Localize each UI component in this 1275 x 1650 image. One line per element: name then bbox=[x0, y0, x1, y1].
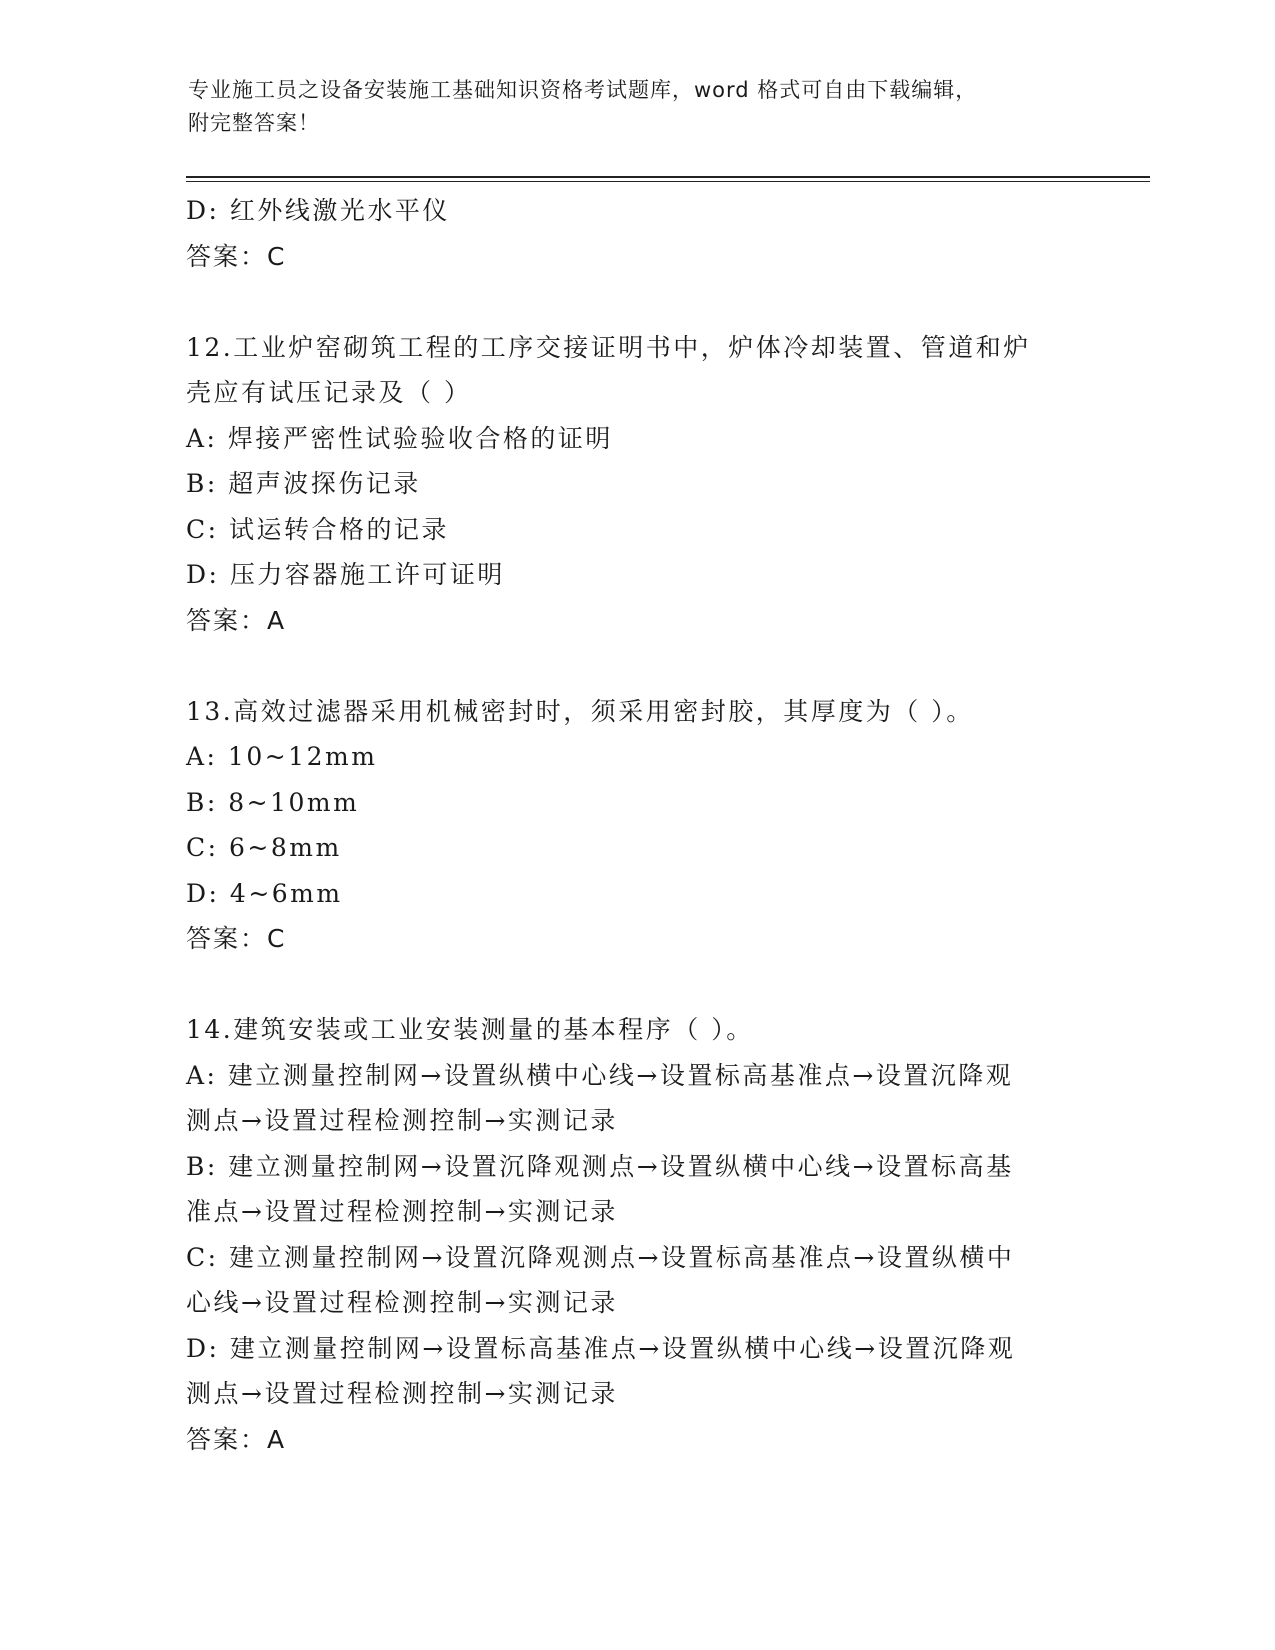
q12-answer: 答案：A bbox=[186, 605, 287, 635]
document-body bbox=[186, 188, 1086, 1462]
q14-option-a-line-1: A: 建立测量控制网→设置纵横中心线→设置标高基准点→设置沉降观 bbox=[186, 1060, 1014, 1090]
q14-option-a-line-2: 测点→设置过程检测控制→实测记录 bbox=[186, 1106, 618, 1135]
q14-option-b-line-1: B: 建立测量控制网→设置沉降观测点→设置纵横中心线→设置标高基 bbox=[186, 1151, 1014, 1181]
question-12 bbox=[186, 325, 1086, 644]
q14-option-b-line-2: 准点→设置过程检测控制→实测记录 bbox=[186, 1197, 618, 1226]
header-line-1: 专业施工员之设备安装施工基础知识资格考试题库，word 格式可自由下载编辑， bbox=[188, 78, 978, 102]
q14-stem: 14.建筑安装或工业安装测量的基本程序（ ）。 bbox=[186, 1015, 754, 1044]
q13-stem: 13.高效过滤器采用机械密封时，须采用密封胶，其厚度为（ ）。 bbox=[186, 696, 974, 726]
document-header bbox=[188, 74, 1068, 140]
q14-answer: 答案：A bbox=[186, 1424, 287, 1454]
q12-stem-line-2: 壳应有试压记录及（ ） bbox=[186, 378, 472, 407]
q12-option-a: A: 焊接严密性试验验收合格的证明 bbox=[186, 423, 613, 453]
spacer bbox=[186, 962, 1086, 1008]
q12-stem-line-1: 12.工业炉窑砌筑工程的工序交接证明书中，炉体冷却装置、管道和炉 bbox=[186, 332, 1031, 362]
spacer bbox=[186, 279, 1086, 325]
q12-option-d: D: 压力容器施工许可证明 bbox=[186, 560, 505, 589]
q14-option-c-line-2: 心线→设置过程检测控制→实测记录 bbox=[186, 1288, 618, 1317]
question-13 bbox=[186, 689, 1086, 962]
header-rule-thick bbox=[186, 176, 1150, 178]
prev-option-d: D: 红外线激光水平仪 bbox=[186, 196, 450, 225]
q13-option-b: B: 8~10mm bbox=[186, 787, 360, 817]
q12-option-b: B: 超声波探伤记录 bbox=[186, 469, 421, 498]
header-line-2: 附完整答案！ bbox=[188, 111, 320, 135]
q13-answer: 答案：C bbox=[186, 924, 287, 953]
prev-answer: 答案：C bbox=[186, 241, 287, 271]
q13-option-d: D: 4~6mm bbox=[186, 878, 343, 908]
spacer bbox=[186, 643, 1086, 689]
q14-option-d-line-1: D: 建立测量控制网→设置标高基准点→设置纵横中心线→设置沉降观 bbox=[186, 1333, 1016, 1363]
q13-option-c: C: 6~8mm bbox=[186, 833, 342, 862]
q12-option-c: C: 试运转合格的记录 bbox=[186, 514, 449, 544]
q14-option-d-line-2: 测点→设置过程检测控制→实测记录 bbox=[186, 1379, 618, 1408]
question-14 bbox=[186, 1007, 1086, 1462]
q14-option-c-line-1: C: 建立测量控制网→设置沉降观测点→设置标高基准点→设置纵横中 bbox=[186, 1242, 1015, 1272]
header-rule-thin bbox=[186, 181, 1150, 182]
q13-option-a: A: 10~12mm bbox=[186, 742, 378, 771]
